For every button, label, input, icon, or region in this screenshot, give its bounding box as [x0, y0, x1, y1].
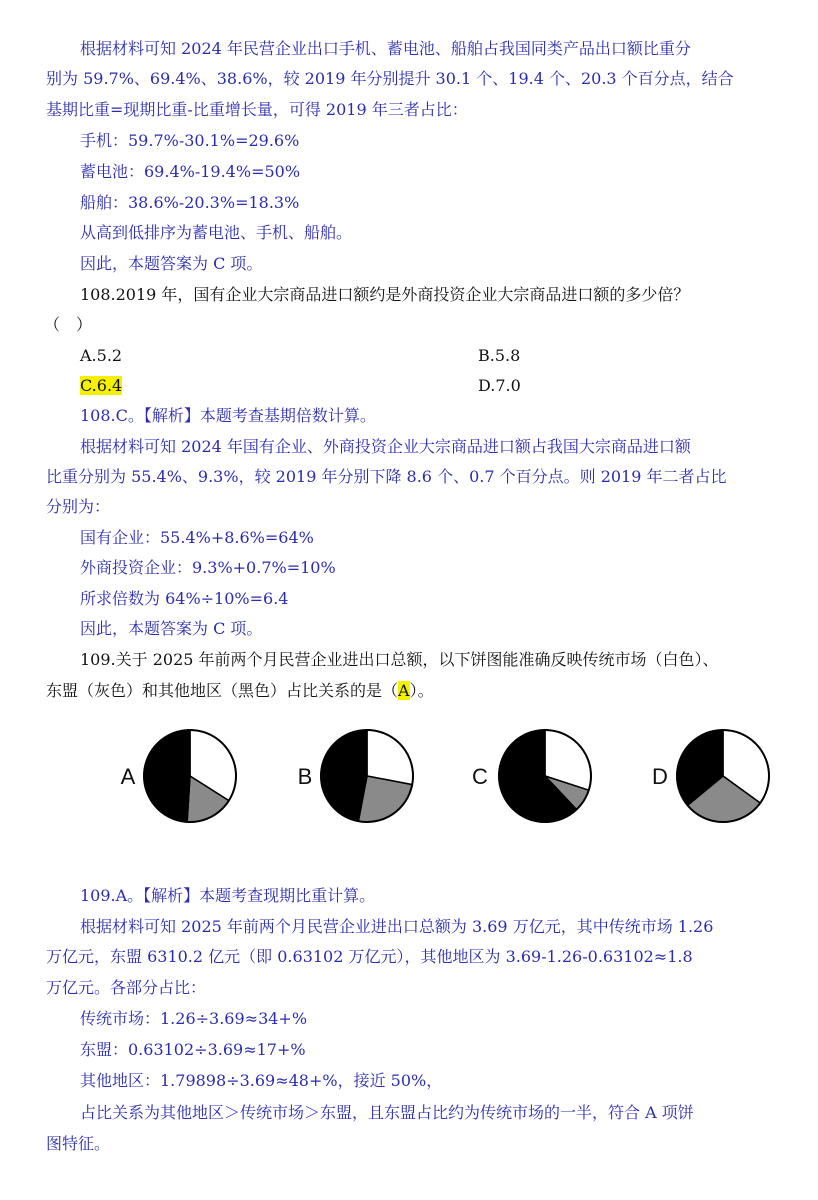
pie-b-slice-gray	[358, 776, 412, 822]
question-109-line-2	[46, 680, 434, 702]
question-109-line-2-start: 东盟（灰色）和其他地区（黑色）占比关系的是（	[46, 681, 399, 700]
answer-108-line-1: 108.C。【解析】本题考查基期倍数计算。	[80, 406, 376, 425]
answer-108-line-7: 所求倍数为 64%÷10%=6.4	[80, 589, 289, 608]
answer-109-line-4: 万亿元。各部分占比：	[46, 978, 207, 997]
option-b-108: B.5.8	[478, 346, 521, 365]
question-109-answer-mark: A	[398, 681, 410, 700]
pie-label-b: B	[297, 764, 313, 789]
answer-109-line-7: 其他地区：1.79898÷3.69≈48+%，接近 50%，	[80, 1071, 443, 1090]
answer-109-line-1: 109.A。【解析】本题考查现期比重计算。	[80, 886, 376, 905]
pie-charts	[0, 715, 818, 850]
answer-108-line-8: 因此，本题答案为 C 项。	[80, 619, 263, 638]
block1-line-4: 手机：59.7%-30.1%=29.6%	[80, 131, 300, 150]
pie-a-slice-black	[144, 730, 190, 822]
answer-109-line-8: 占比关系为其他地区＞传统市场＞东盟，且东盟占比约为传统市场的一半，符合 A 项饼	[80, 1103, 694, 1122]
block1-line-1: 根据材料可知 2024 年民营企业出口手机、蓄电池、船舶占我国同类产品出口额比重分	[80, 39, 691, 58]
answer-108-line-5: 国有企业：55.4%+8.6%=64%	[80, 528, 314, 547]
question-109-line-2-end: ）。	[409, 681, 434, 700]
option-d-108: D.7.0	[478, 376, 521, 395]
answer-109-line-2: 根据材料可知 2025 年前两个月民营企业进出口总额为 3.69 万亿元，其中传统市场 1.26	[80, 917, 714, 936]
option-c-108	[80, 375, 122, 397]
pie-label-a: A	[120, 764, 136, 789]
answer-108-line-2: 根据材料可知 2024 年国有企业、外商投资企业大宗商品进口额占我国大宗商品进口额	[80, 437, 691, 456]
answer-108-line-3: 比重分别为 55.4%、9.3%，较 2019 年分别下降 8.6 个、0.7 个百分点。则 2019 年二者占比	[46, 467, 727, 486]
answer-109-line-5: 传统市场：1.26÷3.69≈34+%	[80, 1009, 308, 1028]
block1-line-5: 蓄电池：69.4%-19.4%=50%	[80, 162, 301, 181]
block1-line-2: 别为 59.7%、69.4%、38.6%，较 2019 年分别提升 30.1 个、19.4 个、20.3 个百分点，结合	[46, 69, 734, 88]
answer-109-line-9: 图特征。	[46, 1134, 111, 1153]
block1-line-6: 船舶：38.6%-20.3%=18.3%	[80, 193, 300, 212]
block1-line-3: 基期比重=现期比重-比重增长量，可得 2019 年三者占比：	[46, 100, 468, 119]
answer-109-line-3: 万亿元，东盟 6310.2 亿元（即 0.63102 万亿元），其他地区为 3.69-1.26-0.63102≈1.8	[46, 947, 693, 966]
pie-charts-svg	[0, 715, 818, 850]
answer-108-line-4: 分别为：	[46, 497, 111, 516]
pie-b-slice-black	[321, 730, 367, 821]
block1-line-8: 因此，本题答案为 C 项。	[80, 254, 263, 273]
pie-label-c: C	[472, 764, 488, 789]
question-108-stem: 108.2019 年，国有企业大宗商品进口额约是外商投资企业大宗商品进口额的多少倍？	[80, 285, 690, 304]
question-109-line-1: 109.关于 2025 年前两个月民营企业进出口总额，以下饼图能准确反映传统市场（白色）、	[80, 650, 719, 669]
answer-108-line-6: 外商投资企业：9.3%+0.7%=10%	[80, 558, 336, 577]
option-c-highlight: C.6.4	[80, 376, 123, 395]
block1-line-7: 从高到低排序为蓄电池、手机、船舶。	[80, 223, 353, 242]
pie-label-d: D	[652, 764, 668, 789]
answer-109-line-6: 东盟：0.63102÷3.69≈17+%	[80, 1040, 306, 1059]
option-a-108: A.5.2	[80, 346, 123, 365]
pie-b-slice-white	[367, 730, 413, 785]
question-108-paren: （ ）	[44, 315, 93, 334]
